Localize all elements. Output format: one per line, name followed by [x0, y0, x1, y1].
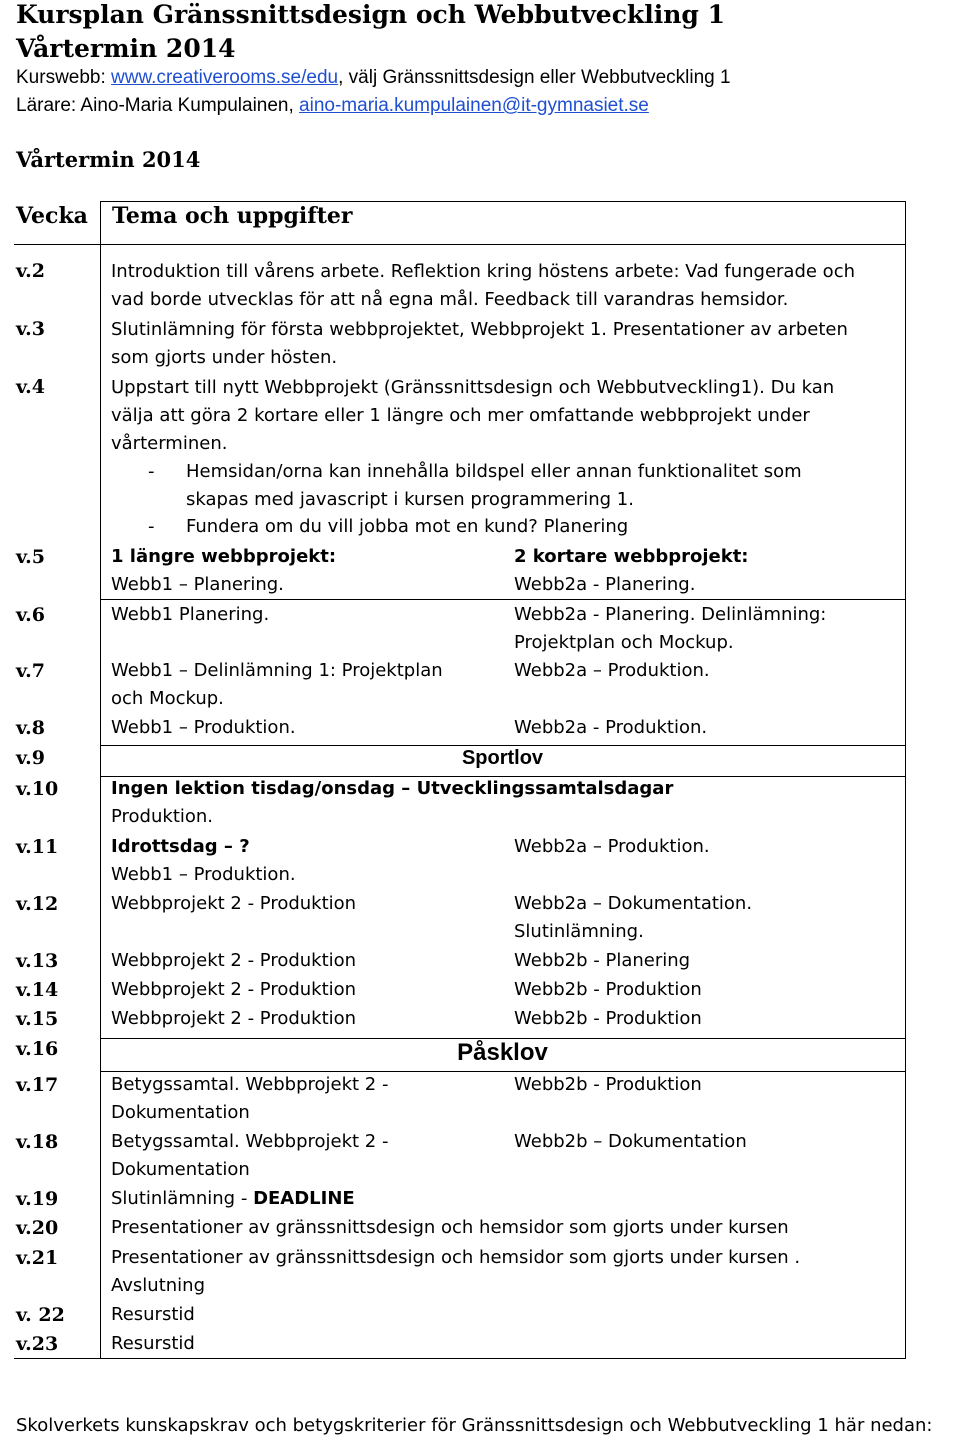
row-divider [100, 1071, 905, 1072]
row-text: vårterminen. [111, 433, 228, 454]
row-text: Avslutning [111, 1275, 205, 1296]
row-text: vad borde utvecklas för att nå egna mål. Feedback till varandras hemsidor. [111, 289, 789, 310]
page-title: Kursplan Gränssnittsdesign och Webbutveckling 1 [16, 0, 725, 29]
week-label: v.13 [16, 950, 59, 972]
week-label: v.21 [16, 1247, 59, 1269]
week-label: v.15 [16, 1008, 59, 1030]
row-text: Slutinlämning. [514, 921, 644, 942]
row-text: Webbprojekt 2 - Produktion [111, 979, 357, 1000]
bullet-dash: - [148, 516, 155, 537]
row-divider [100, 776, 905, 777]
week-label: v.2 [16, 260, 45, 282]
kurswebb-rest: , välj Gränssnittsdesign eller Webbutveckling 1 [338, 67, 731, 88]
kurswebb-link[interactable]: www.creativerooms.se/edu [111, 67, 339, 88]
week-label: v.14 [16, 979, 59, 1001]
row-text: Webb2a - Produktion. [514, 717, 708, 738]
row-text: Webbprojekt 2 - Produktion [111, 1008, 357, 1029]
page-subtitle: Vårtermin 2014 [16, 34, 236, 63]
larare-email-link[interactable]: aino-maria.kumpulainen@it-gymnasiet.se [299, 95, 649, 116]
row-text: som gjorts under hösten. [111, 347, 338, 368]
week-label: v.4 [16, 376, 45, 398]
bullet-text: Hemsidan/orna kan innehålla bildspel eller annan funktionalitet som [186, 461, 802, 482]
week-label: v. 22 [16, 1304, 65, 1326]
row-text: Webb2b – Dokumentation [514, 1131, 747, 1152]
row-text [111, 1188, 355, 1209]
row-text: Webbprojekt 2 - Produktion [111, 893, 357, 914]
week-label: v.5 [16, 546, 45, 568]
bullet-text: Fundera om du vill jobba mot en kund? Planering [186, 516, 629, 537]
row-text: Webb2a - Planering. [514, 574, 696, 595]
column-header-vecka: Vecka [16, 203, 88, 229]
row-text: Webb1 – Produktion. [111, 864, 296, 885]
section-heading: Vårtermin 2014 [16, 147, 201, 172]
table-column-divider [100, 201, 101, 1359]
kurswebb-line [16, 67, 731, 89]
row-text: Slutinlämning för första webbprojektet, Webbprojekt 1. Presentationer av arbeten [111, 319, 848, 340]
larare-line [16, 95, 649, 117]
kurswebb-label: Kurswebb: [16, 67, 112, 88]
row-text: Webb1 Planering. [111, 604, 270, 625]
table-header-border [14, 244, 905, 245]
row-text: Projektplan och Mockup. [514, 632, 734, 653]
row-text: välja att göra 2 kortare eller 1 längre och mer omfattande webbprojekt under [111, 405, 810, 426]
row-text: Betygssamtal. Webbprojekt 2 - [111, 1131, 389, 1152]
week-label: v.23 [16, 1333, 59, 1355]
table-top-border [100, 201, 905, 202]
larare-label: Lärare: Aino-Maria Kumpulainen, [16, 95, 300, 116]
week-label: v.16 [16, 1038, 59, 1060]
row-text: Webb2b - Produktion [514, 1008, 702, 1029]
week-label: v.6 [16, 604, 45, 626]
row-text: Uppstart till nytt Webbprojekt (Gränssnittsdesign och Webbutveckling1). Du kan [111, 377, 835, 398]
row-text: och Mockup. [111, 688, 224, 709]
footer-text: Skolverkets kunskapskrav och betygskriterier för Gränssnittsdesign och Webbutveckling 1 här nedan: [16, 1415, 933, 1436]
row-text: Webb1 – Planering. [111, 574, 284, 595]
deadline-label: DEADLINE [253, 1188, 355, 1209]
row-text-part: Slutinlämning - [111, 1188, 254, 1209]
column-header-tema: Tema och uppgifter [112, 203, 353, 229]
row-text: Webb2a - Planering. Delinlämning: [514, 604, 827, 625]
row-text: Webb1 – Produktion. [111, 717, 296, 738]
row-text: Webb2b - Planering [514, 950, 691, 971]
week-label: v.12 [16, 893, 59, 915]
bullet-dash: - [148, 461, 155, 482]
row-text: Presentationer av gränssnittsdesign och hemsidor som gjorts under kursen . [111, 1247, 801, 1268]
row-text: Dokumentation [111, 1102, 250, 1123]
table-bottom-border [14, 1358, 906, 1359]
row-heading: Idrottsdag – ? [111, 836, 250, 857]
row-text: Webb1 – Delinlämning 1: Projektplan [111, 660, 443, 681]
week-label: v.9 [16, 747, 45, 769]
holiday-label: Sportlov [461, 747, 544, 769]
row-heading: 2 kortare webbprojekt: [514, 546, 749, 567]
week-label: v.8 [16, 717, 45, 739]
week-label: v.7 [16, 660, 45, 682]
row-text: Dokumentation [111, 1159, 250, 1180]
row-text: Webb2b - Produktion [514, 1074, 702, 1095]
row-text: Betygssamtal. Webbprojekt 2 - [111, 1074, 389, 1095]
row-text: Webb2a – Produktion. [514, 836, 710, 857]
row-divider [100, 599, 905, 600]
table-right-border [905, 201, 906, 1359]
week-label: v.11 [16, 836, 59, 858]
week-label: v.19 [16, 1188, 59, 1210]
row-text: Produktion. [111, 806, 214, 827]
week-label: v.10 [16, 778, 59, 800]
holiday-label: Påsklov [457, 1039, 548, 1066]
row-text: Resurstid [111, 1333, 195, 1354]
row-text: Webb2a – Dokumentation. [514, 893, 753, 914]
row-text: Webbprojekt 2 - Produktion [111, 950, 357, 971]
row-heading: 1 längre webbprojekt: [111, 546, 337, 567]
row-text: Webb2a – Produktion. [514, 660, 710, 681]
bullet-text: skapas med javascript i kursen programmering 1. [186, 489, 634, 510]
row-text: Resurstid [111, 1304, 195, 1325]
week-label: v.18 [16, 1131, 59, 1153]
row-text: Introduktion till vårens arbete. Reflektion kring höstens arbete: Vad fungerade och [111, 261, 856, 282]
week-label: v.20 [16, 1217, 59, 1239]
row-divider [100, 745, 905, 746]
row-heading: Ingen lektion tisdag/onsdag – Utvecklingssamtalsdagar [111, 778, 674, 799]
week-label: v.17 [16, 1074, 59, 1096]
row-text: Webb2b - Produktion [514, 979, 702, 1000]
week-label: v.3 [16, 318, 45, 340]
row-text: Presentationer av gränssnittsdesign och hemsidor som gjorts under kursen [111, 1217, 789, 1238]
